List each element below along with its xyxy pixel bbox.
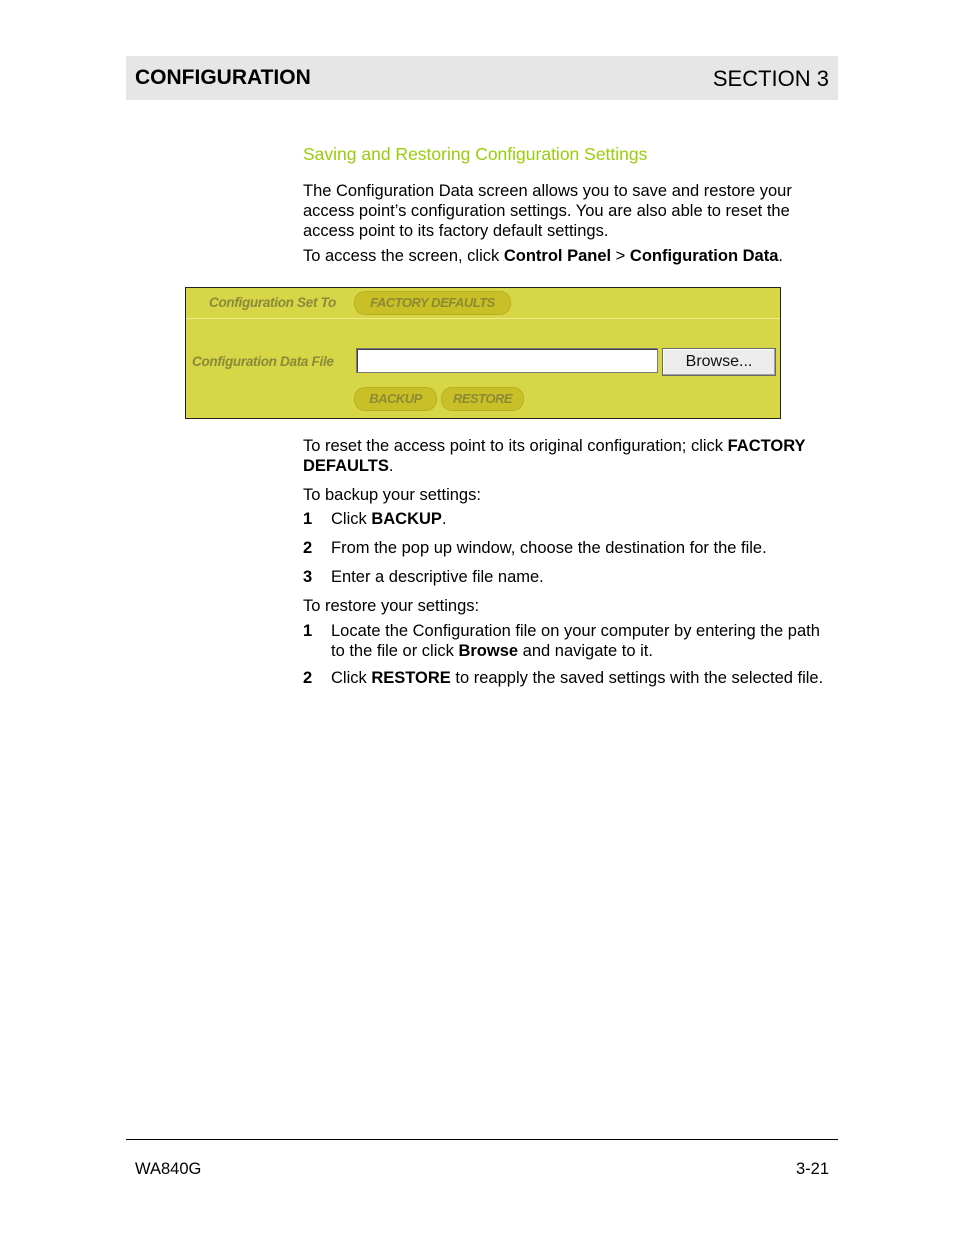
control-panel-ref: Control Panel: [503, 247, 612, 265]
factory-defaults-button[interactable]: FACTORY DEFAULTS: [354, 291, 511, 315]
section-title: Saving and Restoring Configuration Settings: [303, 144, 648, 164]
step-text: [331, 668, 833, 688]
step-prefix: Click: [331, 510, 372, 528]
configuration-data-screenshot: [185, 287, 781, 419]
step-text: [331, 621, 833, 661]
chapter-title: CONFIGURATION: [135, 66, 311, 89]
step-number: 2: [303, 539, 313, 557]
backup-intro: To backup your settings:: [303, 486, 481, 504]
step-suffix: to reapply the saved settings with the selected file.: [450, 669, 824, 687]
list-item: [303, 509, 833, 529]
step-number: 2: [303, 669, 313, 687]
section-number: SECTION 3: [712, 66, 829, 91]
browse-button[interactable]: Browse...: [662, 348, 776, 376]
backup-button[interactable]: BACKUP: [354, 387, 437, 411]
section-header: [126, 56, 838, 100]
footer-divider: [126, 1139, 838, 1140]
step-text: Enter a descriptive file name.: [331, 568, 544, 586]
restore-ref: RESTORE: [371, 669, 451, 687]
step-number: 1: [303, 510, 313, 528]
config-set-label: Configuration Set To: [209, 295, 336, 310]
reset-text: [303, 436, 833, 476]
data-file-label: Configuration Data File: [192, 354, 334, 369]
list-item: [303, 538, 833, 558]
reset-paragraph: [303, 436, 833, 476]
access-end: .: [778, 247, 783, 265]
intro-paragraph: [303, 181, 833, 266]
product-model: WA840G: [135, 1160, 202, 1178]
list-item: [303, 668, 833, 688]
step-prefix: Locate the Configuration file on your computer by entering the path to the file or click: [331, 622, 820, 660]
restore-intro: To restore your settings:: [303, 597, 480, 615]
access-instructions: [303, 246, 833, 266]
step-text: From the pop up window, choose the destination for the file.: [331, 539, 767, 557]
step-text: [331, 509, 833, 529]
access-separator: >: [611, 247, 630, 265]
list-item: [303, 621, 833, 661]
step-number: 1: [303, 622, 313, 640]
page-number: 3-21: [795, 1160, 829, 1178]
configuration-data-ref: Configuration Data: [629, 247, 779, 265]
step-suffix: .: [441, 510, 447, 528]
reset-prefix: To reset the access point to its original configuration; click: [303, 437, 728, 455]
step-suffix: and navigate to it.: [518, 642, 653, 660]
list-item: [303, 567, 833, 587]
reset-end: .: [388, 457, 394, 475]
restore-button[interactable]: RESTORE: [441, 387, 524, 411]
intro-text: The Configuration Data screen allows you to save and restore your access point’s configuration settings. You are also able to reset the access point to its factory default settings.: [303, 182, 792, 240]
browse-ref: Browse: [458, 642, 519, 660]
config-file-input[interactable]: [356, 348, 658, 373]
step-prefix: Click: [331, 669, 372, 687]
backup-ref: BACKUP: [371, 510, 442, 528]
factory-defaults-ref: FACTORY DEFAULTS: [303, 437, 806, 475]
access-prefix: To access the screen, click: [303, 247, 504, 265]
step-number: 3: [303, 568, 313, 586]
